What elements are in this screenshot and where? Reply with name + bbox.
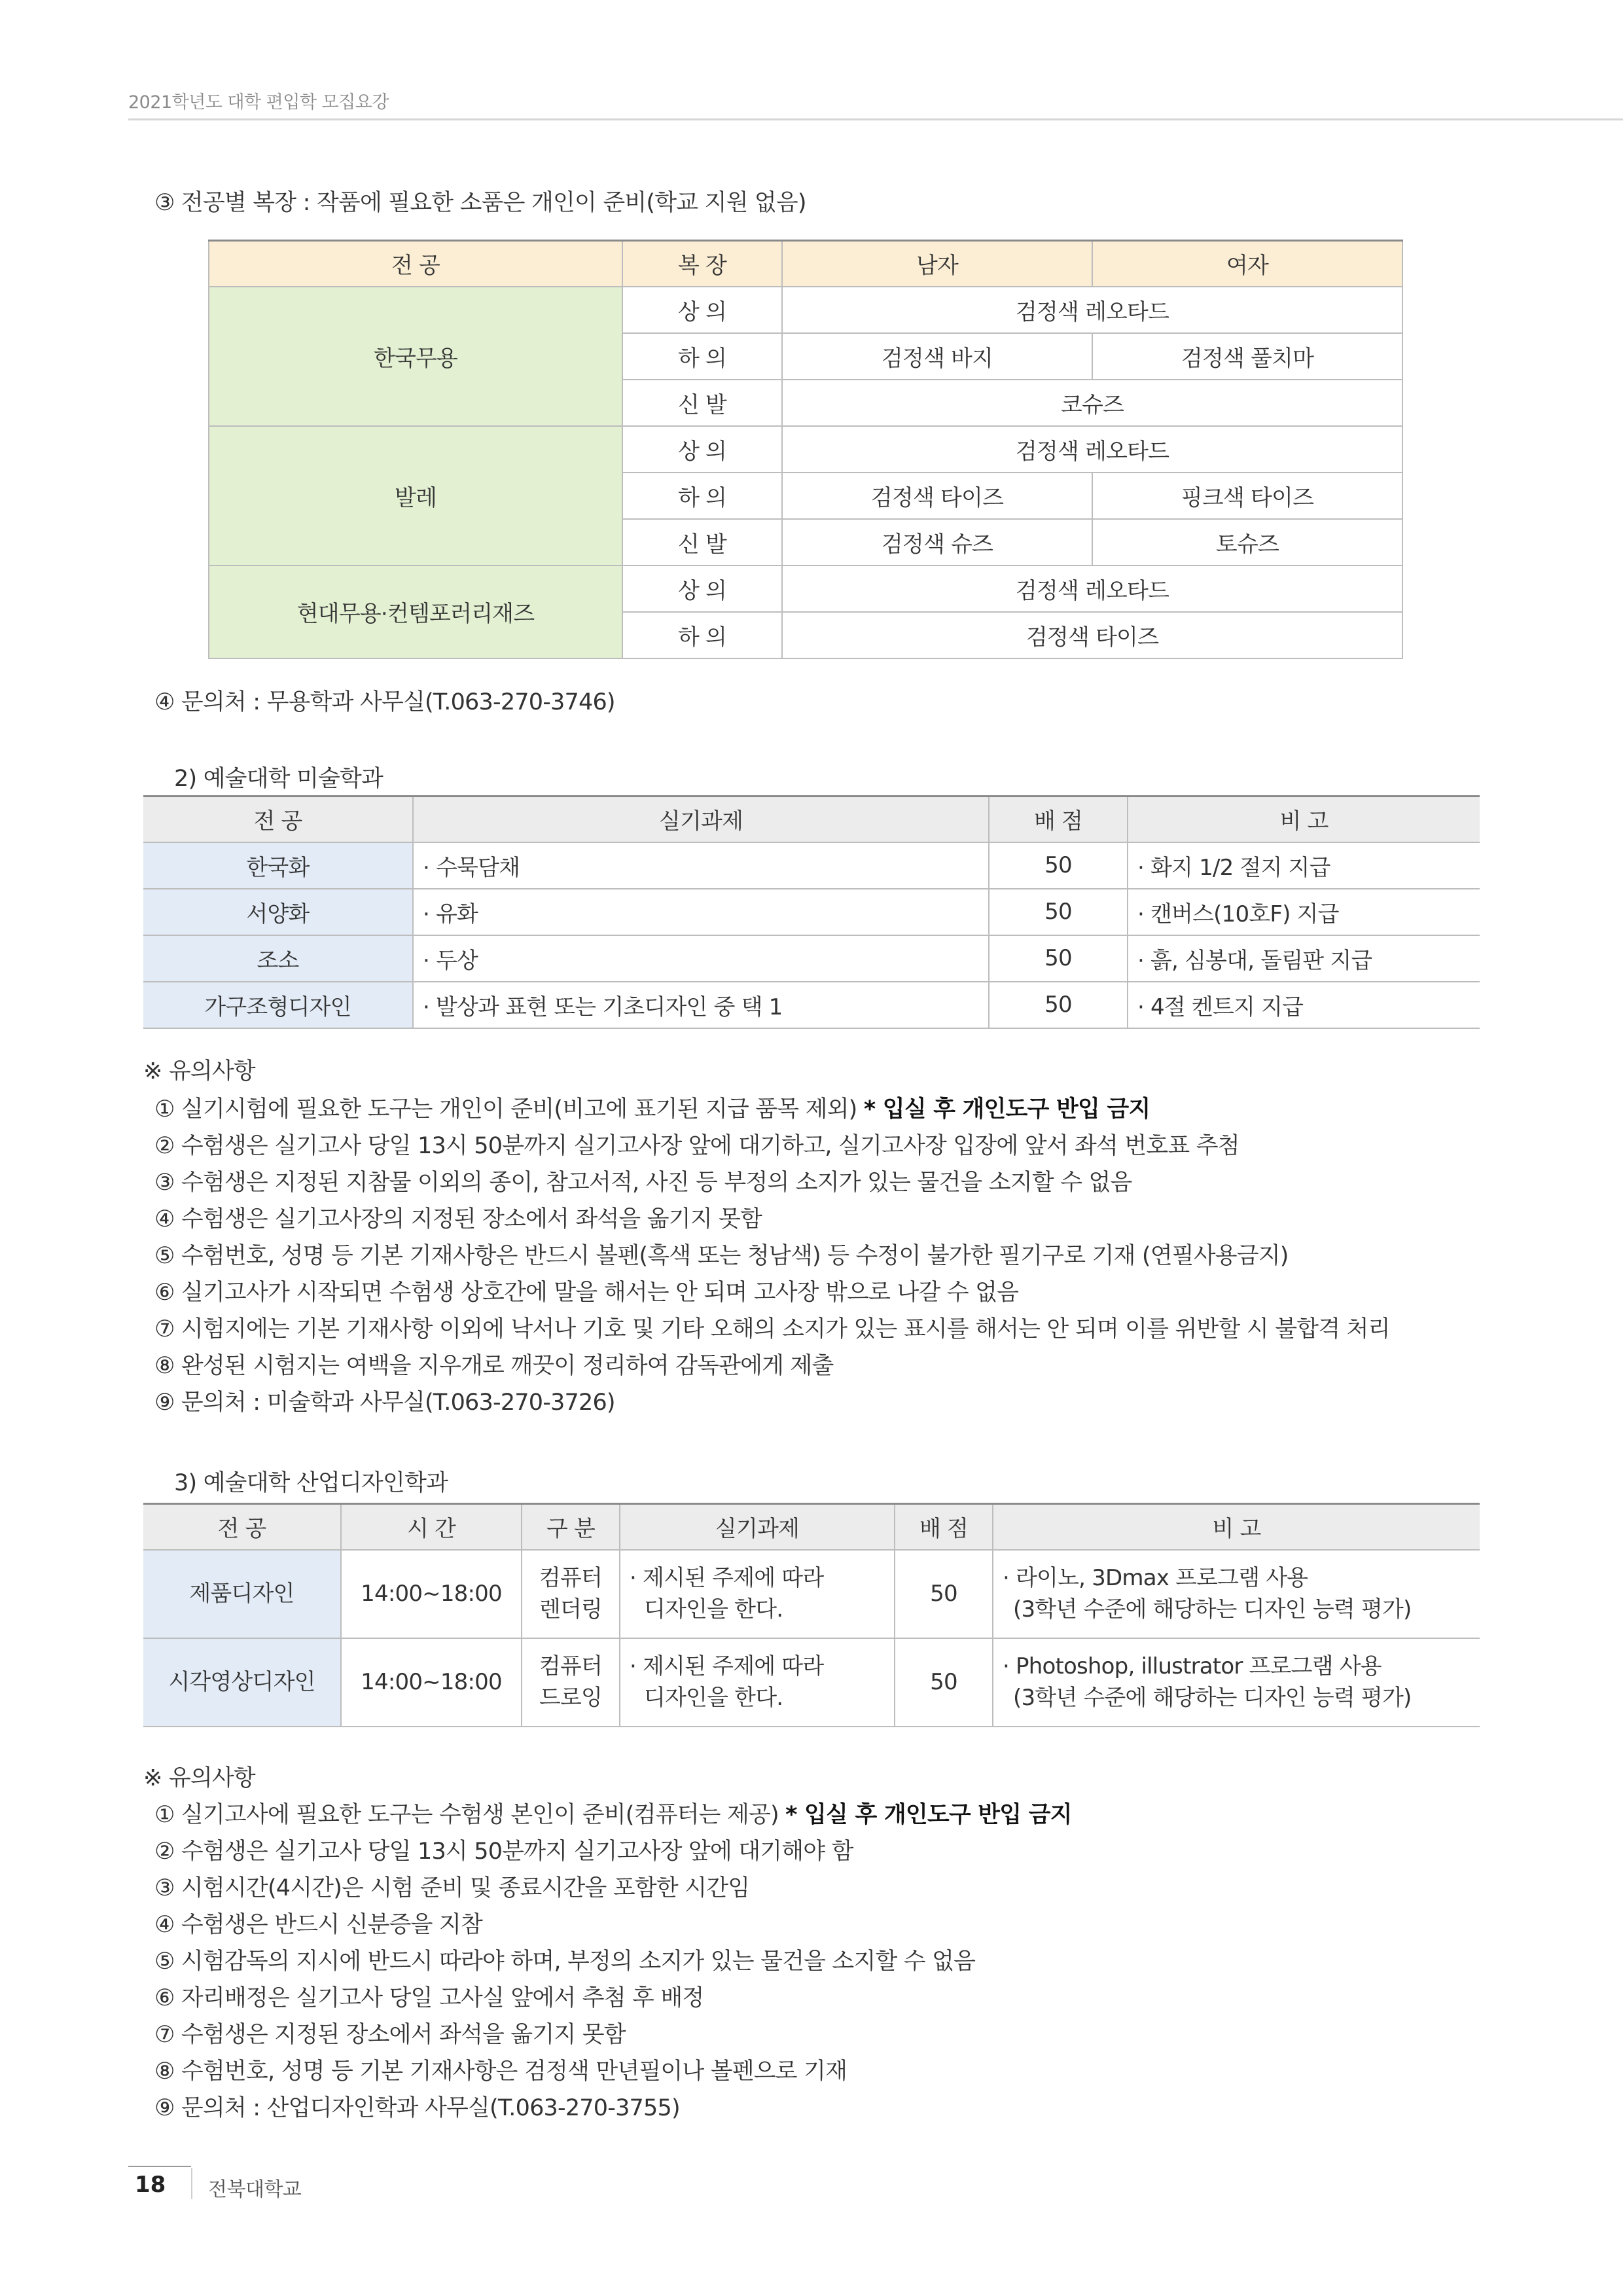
costume-label: 하 의 xyxy=(622,612,782,658)
costume-label: 하 의 xyxy=(622,333,782,380)
table-row xyxy=(143,982,1480,1028)
type-cell: 컴퓨터 드로잉 xyxy=(522,1638,620,1727)
header-cell: 배 점 xyxy=(895,1504,993,1550)
time-cell: 14:00~18:00 xyxy=(341,1550,522,1638)
note-cell: · 화지 1/2 절지 지급 xyxy=(1128,842,1480,889)
major-cell: 한국화 xyxy=(143,842,413,889)
costume-value: 코슈즈 xyxy=(782,380,1402,426)
note-cell: · Photoshop, illustrator 프로그램 사용 (3학년 수준에 해당하는 디자인 능력 평가) xyxy=(993,1638,1480,1727)
header-cell: 실기과제 xyxy=(620,1504,895,1550)
table-row xyxy=(143,842,1480,889)
page-number: 18 xyxy=(135,2172,166,2198)
notice-item: ③ 시험시간(4시간)은 시험 준비 및 종료시간을 포함한 시간임 xyxy=(154,1875,750,1901)
header-cell: 구 분 xyxy=(522,1504,620,1550)
costume-value: 검정색 레오타드 xyxy=(782,287,1402,333)
header-cell: 전 공 xyxy=(143,1504,341,1550)
notice-item: ⑥ 실기고사가 시작되면 수험생 상호간에 말을 해서는 안 되며 고사장 밖으로 나갈 수 없음 xyxy=(154,1280,1019,1306)
notice-item: ① 실기시험에 필요한 도구는 개인이 준비(비고에 표기된 지급 품목 제외) * 입실 후 개인도구 반입 금지 xyxy=(154,1096,1150,1122)
notice-item: ④ 수험생은 반드시 신분증을 지참 xyxy=(154,1912,483,1938)
costume-value-male: 검정색 바지 xyxy=(782,333,1092,380)
header-cell: 시 간 xyxy=(341,1504,522,1550)
table-row xyxy=(209,426,1402,473)
costume-value-male: 검정색 타이즈 xyxy=(782,473,1092,519)
notice-item: ① 실기고사에 필요한 도구는 수험생 본인이 준비(컴퓨터는 제공) * 입실 후 개인도구 반입 금지 xyxy=(154,1802,1072,1828)
costume-label: 상 의 xyxy=(622,287,782,333)
major-cell: 현대무용·컨템포러리재즈 xyxy=(209,565,622,658)
notice-item: ⑤ 시험감독의 지시에 반드시 따라야 하며, 부정의 소지가 있는 물건을 소지할 수 없음 xyxy=(154,1948,976,1975)
industrial-design-table xyxy=(143,1503,1480,1727)
fine-arts-notice-title: ※ 유의사항 xyxy=(143,1058,255,1085)
costume-label: 상 의 xyxy=(622,426,782,473)
major-cell: 조소 xyxy=(143,935,413,982)
table-header-row xyxy=(209,241,1402,287)
costume-label: 상 의 xyxy=(622,565,782,612)
score-cell: 50 xyxy=(989,935,1128,982)
costume-value-female: 핑크색 타이즈 xyxy=(1092,473,1402,519)
notice-item: ⑧ 완성된 시험지는 여백을 지우개로 깨끗이 정리하여 감독관에게 제출 xyxy=(154,1353,834,1379)
notice-item: ⑤ 수험번호, 성명 등 기본 기재사항은 반드시 볼펜(흑색 또는 청남색) 등 수정이 불가한 필기구로 기재 (연필사용금지) xyxy=(154,1243,1289,1269)
notice-emphasis: * 입실 후 개인도구 반입 금지 xyxy=(785,1802,1072,1828)
industrial-design-title: 3) 예술대학 산업디자인학과 xyxy=(174,1470,448,1496)
task-cell: · 유화 xyxy=(413,889,989,935)
footer-rule xyxy=(128,2166,191,2167)
score-cell: 50 xyxy=(895,1638,993,1727)
task-cell: · 제시된 주제에 따라 디자인을 한다. xyxy=(620,1550,895,1638)
major-cell: 한국무용 xyxy=(209,287,622,426)
score-cell: 50 xyxy=(989,889,1128,935)
header-cell: 여자 xyxy=(1092,241,1402,287)
note-cell: · 캔버스(10호F) 지급 xyxy=(1128,889,1480,935)
table-row xyxy=(209,565,1402,612)
notice-item: ⑨ 문의처 : 산업디자인학과 사무실(T.063-270-3755) xyxy=(154,2095,680,2121)
dance-costume-table xyxy=(208,240,1403,659)
notice-item: ⑦ 수험생은 지정된 장소에서 좌석을 옮기지 못함 xyxy=(154,2022,626,2048)
task-cell: · 수묵담채 xyxy=(413,842,989,889)
header-cell: 비 고 xyxy=(1128,797,1480,842)
fine-arts-title: 2) 예술대학 미술학과 xyxy=(174,766,383,792)
costume-value-female: 검정색 풀치마 xyxy=(1092,333,1402,380)
notice-item: ⑧ 수험번호, 성명 등 기본 기재사항은 검정색 만년필이나 볼펜으로 기재 xyxy=(154,2058,847,2085)
type-cell: 컴퓨터 렌더링 xyxy=(522,1550,620,1638)
header-cell: 실기과제 xyxy=(413,797,989,842)
major-cell: 제품디자인 xyxy=(143,1550,341,1638)
task-cell: · 두상 xyxy=(413,935,989,982)
costume-value: 검정색 타이즈 xyxy=(782,612,1402,658)
major-cell: 시각영상디자인 xyxy=(143,1638,341,1727)
notice-item: ② 수험생은 실기고사 당일 13시 50분까지 실기고사장 앞에 대기하고, 실기고사장 입장에 앞서 좌석 번호표 추첨 xyxy=(154,1133,1240,1159)
costume-value: 검정색 레오타드 xyxy=(782,565,1402,612)
major-cell: 서양화 xyxy=(143,889,413,935)
table-row xyxy=(143,1550,1480,1638)
footer-university: 전북대학교 xyxy=(208,2178,302,2201)
score-cell: 50 xyxy=(989,842,1128,889)
notice-item: ⑦ 시험지에는 기본 기재사항 이외에 낙서나 기호 및 기타 오해의 소지가 있는 표시를 해서는 안 되며 이를 위반할 시 불합격 처리 xyxy=(154,1316,1390,1342)
header-divider xyxy=(128,118,1623,120)
score-cell: 50 xyxy=(989,982,1128,1028)
header-cell: 비 고 xyxy=(993,1504,1480,1550)
header-cell: 복 장 xyxy=(622,241,782,287)
fine-arts-table xyxy=(143,795,1480,1029)
dance-contact: ④ 문의처 : 무용학과 사무실(T.063-270-3746) xyxy=(154,689,615,715)
note-cell: · 4절 켄트지 지급 xyxy=(1128,982,1480,1028)
document-header: 2021학년도 대학 편입학 모집요강 xyxy=(128,92,389,113)
notice-item: ② 수험생은 실기고사 당일 13시 50분까지 실기고사장 앞에 대기해야 함 xyxy=(154,1839,853,1865)
notice-item: ⑨ 문의처 : 미술학과 사무실(T.063-270-3726) xyxy=(154,1390,615,1416)
header-cell: 전 공 xyxy=(143,797,413,842)
costume-label: 하 의 xyxy=(622,473,782,519)
notice-emphasis: * 입실 후 개인도구 반입 금지 xyxy=(863,1096,1150,1122)
note-cell: · 흙, 심봉대, 돌림판 지급 xyxy=(1128,935,1480,982)
note-cell: · 라이노, 3Dmax 프로그램 사용 (3학년 수준에 해당하는 디자인 능력 평가) xyxy=(993,1550,1480,1638)
costume-label: 신 발 xyxy=(622,519,782,565)
major-cell: 발레 xyxy=(209,426,622,565)
industrial-design-notice-title: ※ 유의사항 xyxy=(143,1765,255,1791)
costume-value-male: 검정색 슈즈 xyxy=(782,519,1092,565)
task-cell: · 제시된 주제에 따라 디자인을 한다. xyxy=(620,1638,895,1727)
table-row xyxy=(143,889,1480,935)
notice-item: ④ 수험생은 실기고사장의 지정된 장소에서 좌석을 옮기지 못함 xyxy=(154,1206,762,1232)
notice-item: ③ 수험생은 지정된 지참물 이외의 종이, 참고서적, 사진 등 부정의 소지가 있는 물건을 소지할 수 없음 xyxy=(154,1170,1132,1196)
costume-label: 신 발 xyxy=(622,380,782,426)
table-row xyxy=(143,935,1480,982)
header-cell: 배 점 xyxy=(989,797,1128,842)
header-cell: 남자 xyxy=(782,241,1092,287)
dance-costume-note: ③ 전공별 복장 : 작품에 필요한 소품은 개인이 준비(학교 지원 없음) xyxy=(154,190,806,216)
costume-value: 검정색 레오타드 xyxy=(782,426,1402,473)
time-cell: 14:00~18:00 xyxy=(341,1638,522,1727)
footer-separator xyxy=(191,2168,192,2199)
costume-value-female: 토슈즈 xyxy=(1092,519,1402,565)
task-cell: · 발상과 표현 또는 기초디자인 중 택 1 xyxy=(413,982,989,1028)
table-row xyxy=(209,287,1402,333)
major-cell: 가구조형디자인 xyxy=(143,982,413,1028)
notice-item: ⑥ 자리배정은 실기고사 당일 고사실 앞에서 추첨 후 배정 xyxy=(154,1985,704,2011)
score-cell: 50 xyxy=(895,1550,993,1638)
table-row xyxy=(143,1638,1480,1727)
header-cell: 전 공 xyxy=(209,241,622,287)
table-header-row xyxy=(143,1504,1480,1550)
table-header-row xyxy=(143,797,1480,842)
